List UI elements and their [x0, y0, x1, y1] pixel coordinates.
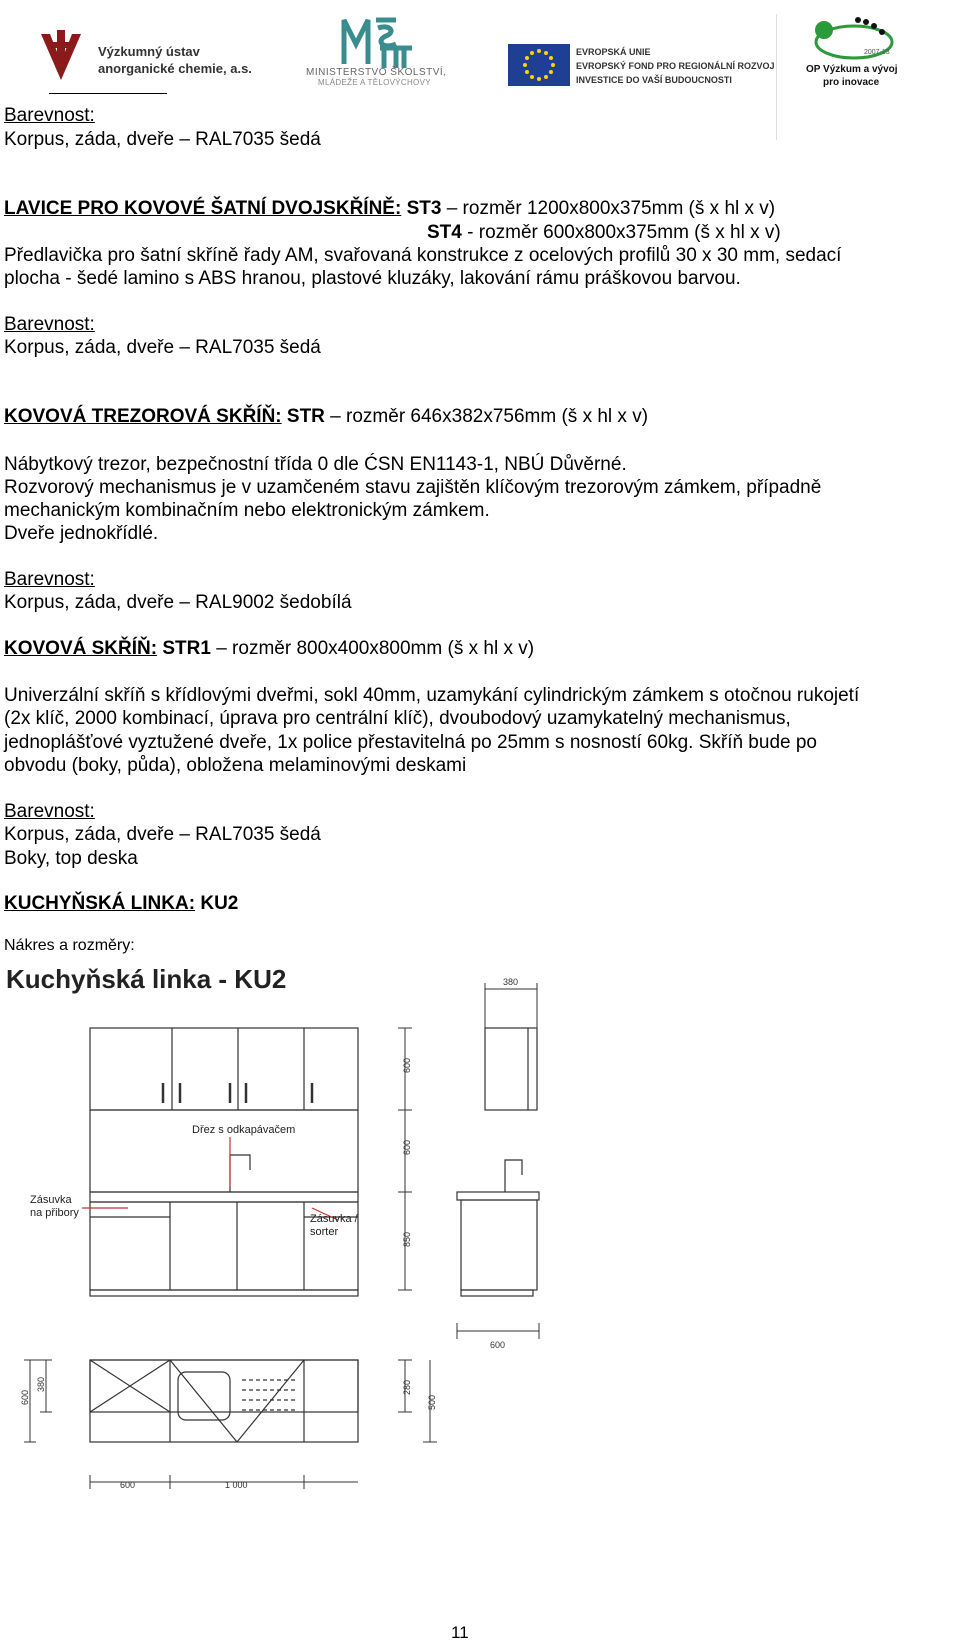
product-code: STR	[286, 406, 325, 427]
description-line: mechanickým kombinačním nebo elektronickým zámkem.	[4, 500, 490, 521]
colour-label: Barevnost:	[4, 801, 95, 822]
drawing-label: Nákres a rozměry:	[4, 937, 135, 954]
description-line: plocha - šedé lamino s ABS hranou, plastové kluzáky, lakování rámu práškovou barvou.	[4, 268, 741, 289]
dim-side-bottom-depth: 600	[490, 1340, 506, 1350]
drawing-title: Kuchyňská linka - KU2	[6, 964, 287, 994]
dim-lower-height: 850	[402, 1231, 412, 1247]
msmt-line2: MLÁDEŽE A TĚLOVÝCHOVY	[318, 78, 431, 87]
eu-flag-icon	[508, 44, 570, 86]
description-line: Předlavička pro šatní skříně řady AM, svařovaná konstrukce z ocelových profilů 30 x 30 mm, sedací	[4, 245, 842, 266]
description-line: Univerzální skříň s křídlovými dveřmi, sokl 40mm, uzamykání cylindrickým zámkem s otočnou rukojetí	[4, 685, 860, 706]
dim-width-mid: 1 000	[225, 1480, 248, 1490]
sorter-label-line2: sorter	[310, 1226, 339, 1238]
section-heading-benches	[4, 197, 775, 221]
vuach-name-line2: anorganické chemie, a.s.	[98, 61, 252, 76]
msmt-logo-icon	[340, 14, 418, 70]
dim-width-left: 600	[120, 1480, 136, 1490]
dim-plan-depth: 600	[20, 1389, 30, 1405]
kitchen-drawing	[0, 955, 960, 1555]
colour-value: Korpus, záda, dveře – RAL7035 šedá	[4, 337, 321, 358]
socket-label-line2: na přibory	[30, 1207, 79, 1219]
vuach-logo-icon	[38, 30, 84, 84]
section-heading-cabinet	[4, 637, 534, 661]
op-logo-icon	[806, 12, 898, 64]
description-line: Dveře jednokřídlé.	[4, 523, 159, 544]
description-line: Rozvorový mechanismus je v uzamčeném stavu zajištěn klíčovým trezorovým zámkem, případně	[4, 477, 822, 498]
eu-line3: INVESTICE DO VAŠÍ BUDOUCNOSTI	[576, 75, 732, 85]
heading-text: KUCHYŇSKÁ LINKA:	[4, 893, 196, 914]
product-code: ST3	[406, 198, 442, 219]
colour-value: Korpus, záda, dveře – RAL7035 šedá	[4, 824, 321, 845]
product-code: STR1	[162, 638, 211, 659]
op-year: 2007-13	[864, 49, 890, 56]
colour-label: Barevnost:	[4, 105, 95, 126]
dim-gap-height: 600	[402, 1139, 412, 1155]
socket-label-line1: Zásuvka	[30, 1194, 72, 1206]
section-heading-kitchen	[4, 892, 238, 916]
eu-line2: EVROPSKÝ FOND PRO REGIONÁLNÍ ROZVOJ	[576, 61, 775, 71]
product-code: KU2	[200, 893, 239, 914]
product-code: ST4	[427, 222, 462, 243]
dim-side-top-width: 380	[503, 977, 519, 987]
dim-upper-height: 600	[402, 1057, 412, 1073]
op-line2: pro inovace	[823, 77, 880, 88]
header-separator	[776, 14, 777, 140]
colour-label: Barevnost:	[4, 314, 95, 335]
dim-plan-upper: 380	[36, 1376, 46, 1392]
product-line-st4	[427, 221, 781, 245]
description-line: (2x klíč, 2000 kombinací, úprava pro centrální klíč), dvoubodový uzamykatelný mechanismus,	[4, 708, 791, 729]
dimension-text: – rozměr 646x382x756mm (š x hl x v)	[324, 406, 649, 427]
op-line1: OP Výzkum a vývoj	[806, 64, 898, 75]
section-heading-safe	[4, 405, 648, 429]
dim-plan-500: 500	[427, 1394, 437, 1410]
msmt-line1: MINISTERSTVO ŠKOLSTVÍ,	[306, 67, 447, 78]
heading-text: LAVICE PRO KOVOVÉ ŠATNÍ DVOJSKŘÍNĚ:	[4, 198, 402, 219]
description-line: Nábytkový trezor, bezpečnostní třída 0 dle ĆSN EN1143-1, NBÚ Důvěrné.	[4, 454, 627, 475]
heading-text: KOVOVÁ SKŘÍŇ:	[4, 638, 158, 659]
colour-value: Korpus, záda, dveře – RAL9002 šedobílá	[4, 592, 352, 613]
description-line: obvodu (boky, půda), obložena melaminovými deskami	[4, 755, 467, 776]
colour-extra: Boky, top deska	[4, 848, 138, 869]
colour-label: Barevnost:	[4, 569, 95, 590]
colour-value: Korpus, záda, dveře – RAL7035 šedá	[4, 129, 321, 150]
dimension-text: – rozměr 800x400x800mm (š x hl x v)	[210, 638, 535, 659]
heading-text: KOVOVÁ TREZOROVÁ SKŘÍŇ:	[4, 406, 282, 427]
dimension-text: - rozměr 600x800x375mm (š x hl x v)	[461, 222, 781, 243]
eu-line1: EVROPSKÁ UNIE	[576, 47, 651, 57]
sorter-label-line1: Zásuvka /	[310, 1213, 358, 1225]
dimension-text: – rozměr 1200x800x375mm (š x hl x v)	[441, 198, 776, 219]
dim-plan-280: 280	[402, 1379, 412, 1395]
header-logos	[0, 0, 960, 100]
sink-label: Dřez s odkapávačem	[192, 1124, 296, 1136]
vuach-name-line1: Výzkumný ústav	[98, 44, 200, 59]
description-line: jednoplášťové vyztužené dveře, 1x police přestavitelná po 25mm s nosností 60kg. Skříň bude po	[4, 732, 817, 753]
page-number: 11	[451, 1623, 469, 1642]
header-underline	[49, 93, 167, 94]
